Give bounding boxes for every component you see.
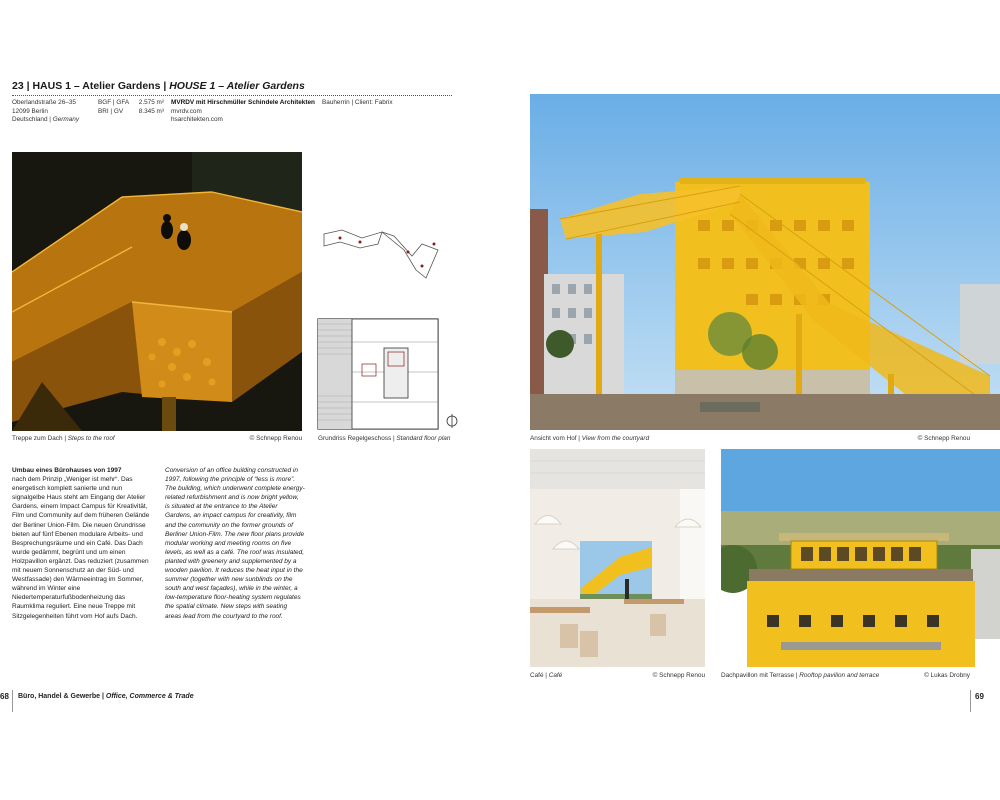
address-block <box>12 99 92 125</box>
architect-link-mvrdv[interactable]: mvrdv.com <box>171 107 202 115</box>
title-en: HOUSE 1 – Atelier Gardens <box>169 80 305 92</box>
address-country: Deutschland | Germany <box>12 116 80 124</box>
credit-cafe: © Schnepp Renou <box>652 672 705 679</box>
photo-courtyard <box>530 94 1000 430</box>
credit-stairs: © Schnepp Renou <box>249 435 302 442</box>
page-number-right: 69 <box>975 692 984 701</box>
body-lead-de: Umbau eines Bürohauses von 1997 <box>12 467 122 474</box>
caption-cafe: Café | Café <box>530 672 563 679</box>
section-label: Büro, Handel & Gewerbe | Office, Commerce & Trade <box>18 693 194 700</box>
gv-value: 8.345 m³ <box>138 107 164 115</box>
client-label: Bauherrin | Client: Fabrix <box>322 99 393 106</box>
page-title <box>12 80 452 92</box>
right-page-rule <box>970 690 971 712</box>
address-city: 12099 Berlin <box>12 107 48 115</box>
floor-plan-svg <box>312 222 462 432</box>
rooftop-illustration <box>721 449 1000 667</box>
body-paragraph-de: nach dem Prinzip „Weniger ist mehr“. Das energetisch komplett sanierte und nun signalgelbe Haus steht am Eingang der Atelier Gardens, einem Impact Campus für Kreativität, Film und Community auf dem früheren Gelände der Berliner Union-Film. Die neuen Grundrisse bieten auf fünf Ebenen modulare Arbeits- und Besprechungsräume und ein Café. Das Dach wurde gedämmt, begrünt und um einen Holzpavillon ergänzt. Das reduziert (zusammen mit neuem Sonnenschutz an der Süd- und Westfassade) den Wärmeeintrag im Sommer, während im Winter eine Niedertemperaturfußbodenheizung das Raumklima reguliert. Eine neue Treppe mit Sitzgelegenheiten führt vom Hof aufs Dach. <box>12 476 150 620</box>
body-text-de <box>12 466 154 621</box>
gfa-value: 2.575 m² <box>138 99 164 106</box>
stairs-illustration <box>12 152 302 431</box>
credit-courtyard: © Schnepp Renou <box>917 435 970 442</box>
architect-name: MVRDV mit Hirschmüller Schindele Architekten <box>171 99 315 106</box>
title-divider <box>12 95 452 96</box>
caption-plan: Grundriss Regelgeschoss | Standard floor plan <box>318 435 451 442</box>
architect-block <box>171 99 321 125</box>
cafe-illustration <box>530 449 705 667</box>
client-block <box>322 99 432 108</box>
left-page-rule <box>12 690 13 712</box>
credit-rooftop: © Lukas Drobny <box>924 672 970 679</box>
gfa-label: BGF | GFA <box>98 99 130 106</box>
address-street: Oberlandstraße 26–35 <box>12 99 76 106</box>
architect-link-hs[interactable]: hsarchitekten.com <box>171 116 223 124</box>
areas-values <box>128 99 164 116</box>
caption-stairs: Treppe zum Dach | Steps to the roof <box>12 435 115 442</box>
photo-rooftop <box>721 449 1000 667</box>
floor-plan-drawing <box>312 222 462 432</box>
caption-rooftop: Dachpavillon mit Terrasse | Rooftop pavilion and terrace <box>721 672 880 679</box>
caption-courtyard: Ansicht vom Hof | View from the courtyard <box>530 435 650 442</box>
gv-label: BRI | GV <box>98 107 124 115</box>
page-number-left: 68 <box>0 692 9 701</box>
courtyard-illustration <box>530 94 1000 430</box>
body-text-en: Conversion of an office building constructed in 1997, following the principle of “less is more”. The building, which underwent complete energy-related refurbishment and is now bright yellow, is situated at the entrance to the Atelier Gardens, an impact campus for creativity, film and the community on the former grounds of Berliner Union-Film. The new floor plans provide modular working and meeting rooms on five levels, as well as a café. The roof was insulated, planted with greenery and supplemented by a wooden pavilion. It reduces the heat input in the summer (together with new sunblinds on the south and west façades), while in the winter, a low-temperature floor-heating system regulates the spatial climate. New steps with seating areas lead from the courtyard to the roof. <box>165 467 305 620</box>
photo-cafe <box>530 449 705 667</box>
photo-stairs-night <box>12 152 302 431</box>
title-de: 23 | HAUS 1 – Atelier Gardens | <box>12 80 170 92</box>
